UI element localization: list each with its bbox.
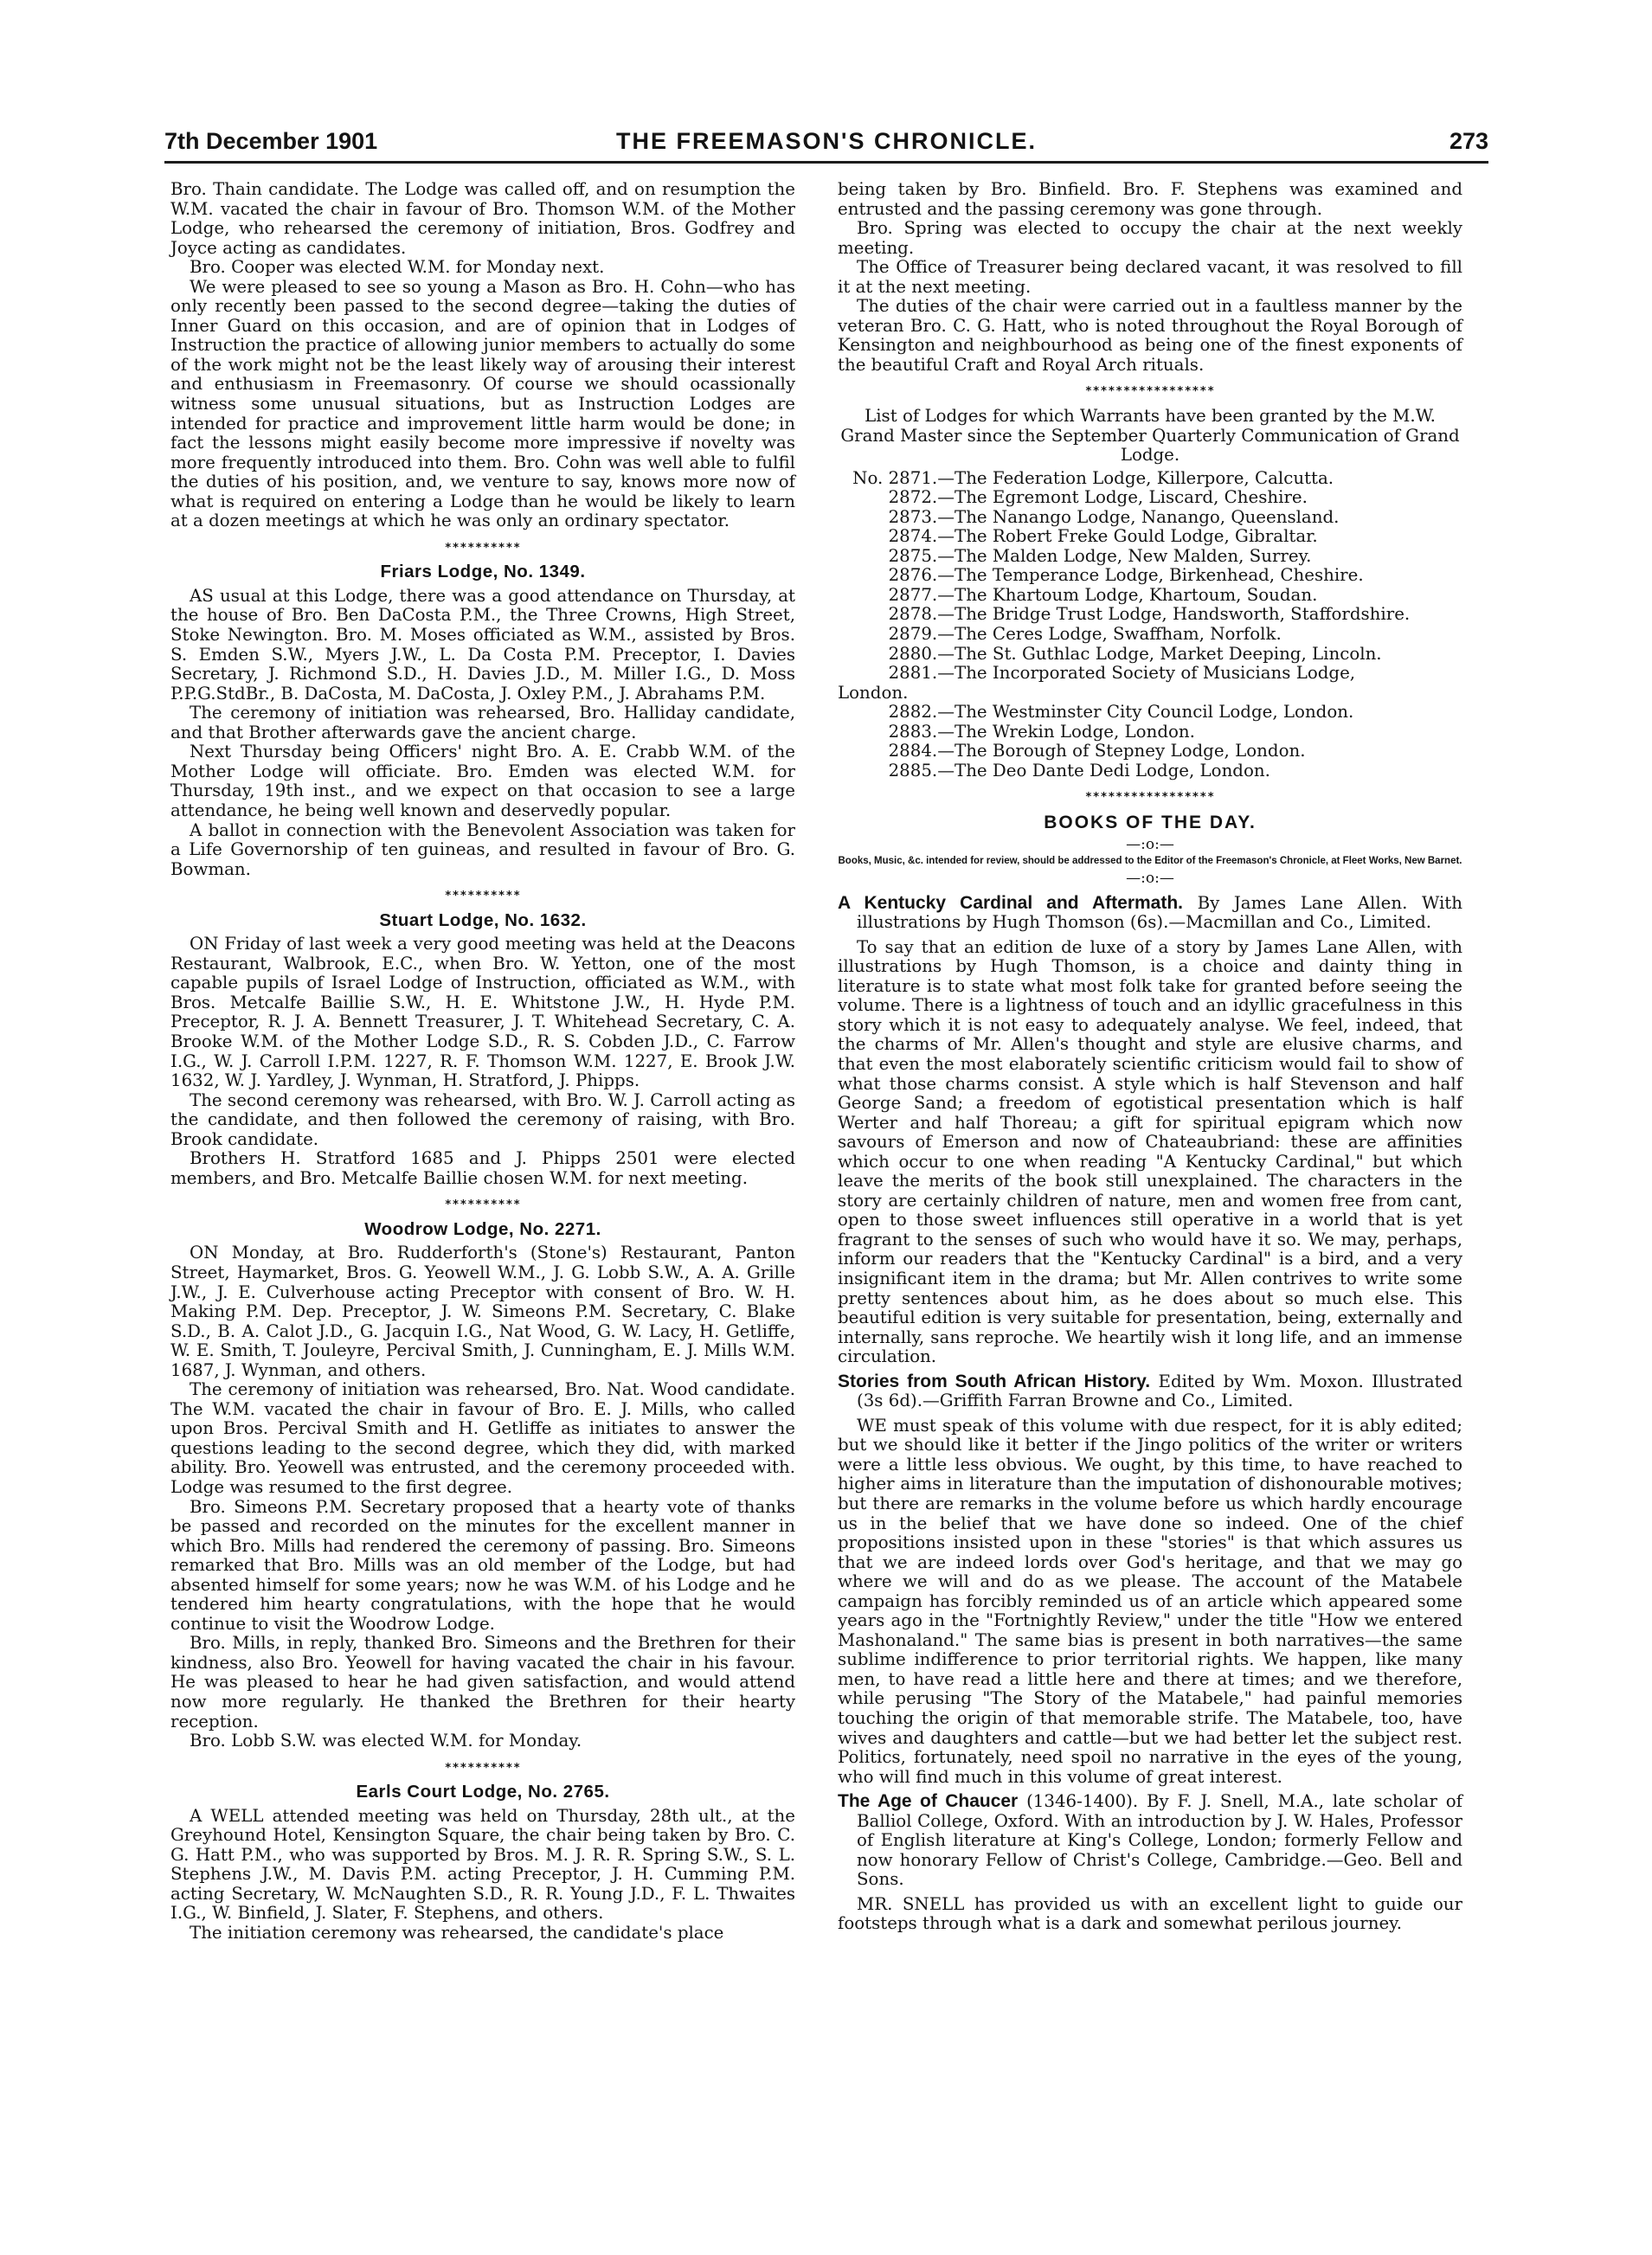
lodge-number: 2872.— <box>888 487 955 508</box>
lodge-name: The Incorporated Society of Musicians Lodge, <box>955 663 1356 684</box>
lodge-name: The Deo Dante Dedi Lodge, London. <box>955 760 1270 781</box>
book-title: A Kentucky Cardinal and Aftermath. <box>838 892 1183 913</box>
book-byline: Edited by Wm. Moxon. Illustrated (3s 6d).—Griffith Farran Browne and Co., Limited. <box>857 1371 1462 1411</box>
lodge-number: 2874.— <box>888 526 955 547</box>
lodge-name: The Federation Lodge, Killerpore, Calcutta. <box>955 467 1334 488</box>
body-paragraph: ON Monday, at Bro. Rudderforth's (Stone's) Restaurant, Panton Street, Haymarket, Bros. G. Yeowell W.M., J. G. Lobb S.W., A. A. Grille J.W., J. E. Culverhouse acting Preceptor with consent of Bro. W. H. Making P.M. Dep. Preceptor, J. W. Simeons P.M. Secretary, C. Blake S.D., B. A. Calot J.D., G. Jacquin I.G., Nat Wood, G. W. Lacy, H. Getliffe, W. E. Smith, T. Jouleyre, Percival Smith, J. Cunningham, E. J. Mills W.M. 1687, J. Wynman, and others. <box>170 1243 795 1380</box>
warrant-lodge-item <box>838 703 1462 723</box>
book-title: Stories from South African History. <box>838 1371 1151 1391</box>
lodge-number: 2885.— <box>888 760 955 781</box>
section-separator: ********** <box>444 541 522 555</box>
lodge-number: 2877.— <box>888 584 955 605</box>
body-paragraph: Bro. Thain candidate. The Lodge was called off, and on resumption the W.M. vacated the chair in favour of Bro. Thomson W.M. of the Mother Lodge, who rehearsed the ceremony of initiation, Bros. Godfrey and Joyce acting as candidates. <box>170 179 795 258</box>
lodge-name: The Malden Lodge, New Malden, Surrey. <box>955 545 1312 566</box>
warrant-lodge-item <box>838 547 1462 567</box>
warrant-lodge-item <box>838 488 1462 508</box>
warrant-lodge-item <box>838 469 1462 489</box>
lodge-name: The Robert Freke Gould Lodge, Gibraltar. <box>955 526 1318 547</box>
review-header <box>838 1792 1462 1890</box>
body-paragraph: A ballot in connection with the Benevolent Association was taken for a Life Governorship of ten guineas, and resulted in favour of Bro. G. Bowman. <box>170 819 795 879</box>
warrant-lodge-item <box>838 723 1462 742</box>
warrant-lodge-item <box>838 645 1462 665</box>
book-byline: By James Lane Allen. With illustrations by Hugh Thomson (6s).—Macmillan and Co., Limited. <box>857 892 1462 933</box>
header-rule <box>164 161 1488 164</box>
section-separator: ********** <box>444 1198 522 1212</box>
body-paragraph: Bro. Lobb S.W. was elected W.M. for Monday. <box>190 1731 582 1751</box>
lodge-number: 2876.— <box>888 565 955 586</box>
body-paragraph: The ceremony of initiation was rehearsed, Bro. Halliday candidate, and that Brother afterwards gave the ancient charge. <box>170 703 795 742</box>
body-paragraph: The Office of Treasurer being declared vacant, it was resolved to fill it at the next meeting. <box>838 257 1462 297</box>
lodge-name-continuation: London. <box>838 682 909 703</box>
book-title: The Age of Chaucer <box>838 1791 1019 1812</box>
body-paragraph: The initiation ceremony was rehearsed, the candidate's place <box>190 1923 724 1943</box>
section-separator: ***************** <box>1084 385 1216 399</box>
left-column <box>170 180 795 1943</box>
lodge-number: 2875.— <box>888 545 955 566</box>
body-paragraph: Next Thursday being Officers' night Bro. A. E. Crabb W.M. of the Mother Lodge will officiate. Bro. Emden was elected W.M. for Thursday, 19th inst., and we expect on that occasion to see a large attendance, he being well known and deservedly popular. <box>170 742 795 820</box>
book-review <box>838 1372 1462 1787</box>
section-separator: ********** <box>444 1761 522 1775</box>
lodge-number: 2883.— <box>888 721 955 742</box>
warrants-intro: List of Lodges for which Warrants have been granted by the M.W. Grand Master since the September Quarterly Communication of Grand Lodge. <box>840 406 1460 466</box>
body-paragraph: A WELL attended meeting was held on Thursday, 28th ult., at the Greyhound Hotel, Kensington Square, the chair being taken by Bro. C. G. Hatt P.M., who was supported by Bros. M. J. R. R. Spring S.W., S. L. Stephens J.W., M. Davis P.M. acting Preceptor, J. H. Cumming P.M. acting Secretary, W. McNaughten S.D., R. R. Young J.D., F. L. Thwaites I.G., W. Binfield, J. Slater, F. Stephens, and others. <box>170 1805 795 1924</box>
section-heading: Friars Lodge, No. 1349. <box>380 562 586 582</box>
lodge-number: No. 2871.— <box>852 467 955 488</box>
issue-date: 7th December 1901 <box>164 128 378 154</box>
lodge-name: The Khartoum Lodge, Khartoum, Soudan. <box>955 584 1318 605</box>
warrant-lodge-item <box>838 605 1462 625</box>
body-paragraph: Bro. Spring was elected to occupy the chair at the next weekly meeting. <box>838 218 1462 258</box>
warrants-list <box>838 469 1462 781</box>
books-heading: BOOKS OF THE DAY. <box>1044 812 1257 832</box>
section-heading: Stuart Lodge, No. 1632. <box>379 909 587 930</box>
review-body <box>838 1417 1462 1787</box>
lodge-number: 2884.— <box>888 741 955 761</box>
lodge-name: The Borough of Stepney Lodge, London. <box>955 741 1306 761</box>
lodge-name: The Ceres Lodge, Swaffham, Norfolk. <box>955 624 1282 645</box>
section-heading: Woodrow Lodge, No. 2271. <box>364 1218 601 1239</box>
warrant-lodge-item <box>838 664 1462 703</box>
body-paragraph: being taken by Bro. Binfield. Bro. F. Stephens was examined and entrusted and the passing ceremony was gone through. <box>838 179 1462 219</box>
body-paragraph: To say that an edition de luxe of a story by James Lane Allen, with illustrations by Hugh Thomson, is a choice and dainty thing in literature is to state what most folk take for granted before seeing the volume. There is a lightness of touch and an idyllic gracefulness in this story which it is not easy to adequately analyse. We feel, indeed, that the charms of Mr. Allen's thought and style are elusive charms, and that even the most elaborately scientific criticism would fail to show of what those charms consist. A style which is half Stevenson and half George Sand; a freedom of egotistical presentation which is half Werter and half Thoreau; a gift for spiritual epigram which now savours of Emerson and now of Chateaubriand: these are affinities which occur to one when reading "A Kentucky Cardinal," but which leave the merits of the book still unexplained. The characters in the story are certainly children of nature, men and women free from cant, open to those sweet influences still operative in a world that is yet fragrant to the senses of such who would have it so. We may, perhaps, inform our readers that the "Kentucky Cardinal" is a bird, and a very insignificant item in the drama; but Mr. Allen contrives to write some pretty sentences about him, as he does about so much else. This beautiful edition is very suitable for presentation, being, externally and internally, sans reproche. We heartily wish it long life, and an immense circulation. <box>838 936 1462 1367</box>
body-paragraph: Brothers H. Stratford 1685 and J. Phipps 2501 were elected members, and Bro. Metcalfe Baillie chosen W.M. for next meeting. <box>170 1148 795 1188</box>
lodge-name: The Bridge Trust Lodge, Handsworth, Staffordshire. <box>955 604 1411 625</box>
body-paragraph: AS usual at this Lodge, there was a good attendance on Thursday, at the house of Bro. Ben DaCosta P.M., the Three Crowns, High Street, Stoke Newington. Bro. M. Moses officiated as W.M., assisted by Bros. S. Emden S.W., Myers J.W., L. Da Costa P.M. Preceptor, I. Davies Secretary, J. Richmond S.D., H. Davies J.D., M. Miller I.G., D. Moss P.P.G.StdBr., B. DaCosta, M. DaCosta, J. Oxley P.M., J. Abrahams P.M. <box>170 585 795 703</box>
lodge-name: The Temperance Lodge, Birkenhead, Cheshire. <box>955 565 1364 586</box>
body-paragraph: Bro. Cooper was elected W.M. for Monday next. <box>190 257 605 278</box>
lodge-name: The Wrekin Lodge, London. <box>955 721 1195 742</box>
body-paragraph: MR. SNELL has provided us with an excellent light to guide our footsteps through what is a dark and somewhat perilous journey. <box>838 1893 1462 1934</box>
lodge-number: 2881.— <box>888 663 955 684</box>
ornament: —:o:— <box>1126 835 1174 853</box>
section-heading: Earls Court Lodge, No. 2765. <box>356 1782 610 1802</box>
review-header <box>838 1372 1462 1411</box>
warrant-lodge-item <box>838 527 1462 547</box>
book-byline: (1346-1400). By F. J. Snell, M.A., late scholar of Balliol College, Oxford. With an introduction by J. W. Hales, Professor of English literature at King's College, London; formerly Fellow and now honorary Fellow of Christ's College, Cambridge.—Geo. Bell and Sons. <box>857 1791 1462 1890</box>
book-review <box>838 1792 1462 1934</box>
ornament: —:o:— <box>1126 870 1174 888</box>
lodge-name: The Egremont Lodge, Liscard, Cheshire. <box>955 487 1308 508</box>
masthead-title: THE FREEMASON'S CHRONICLE. <box>616 128 1037 154</box>
body-paragraph: The ceremony of initiation was rehearsed, Bro. Nat. Wood candidate. The W.M. vacated the chair in favour of Bro. E. J. Mills, who called upon Bros. Percival Smith and H. Getliffe as initiates to answer the questions leading to the second degree, which they did, with marked ability. Bro. Yeowell was entrusted, and the ceremony proceeded with. Lodge was resumed to the first degree. <box>170 1379 795 1497</box>
warrant-lodge-item <box>838 761 1462 781</box>
body-paragraph: WE must speak of this volume with due respect, for it is ably edited; but we should like it better if the Jingo politics of the writer or writers were a little less obvious. We ought, by this time, to have reached to higher aims in literature than the imputation of dishonourable motives; but there are remarks in the volume before us which hardly encourage us in the belief that we have done so indeed. One of the chief propositions insisted upon in these "stories" is that which assures us that we are indeed lords over God's heritage, and that we may go where we will and do as we please. The account of the Matabele campaign has forcibly reminded us of an article which appeared some years ago in the "Fortnightly Review," under the title "How we entered Mashonaland." The same bias is present in both narratives—the same sublime indifference to prior territorial rights. We happen, like many men, to have read a little here and there at times; and we therefore, while perusing "The Story of the Matabele," had painful memories touching the origin of that memorable strife. The Matabele, too, have wives and daughters and cattle—but we had better let the subject rest. Politics, fortunately, need spoil no narrative in the eyes of the young, who will find much in this volume of great interest. <box>838 1415 1462 1787</box>
page-header <box>164 128 1488 164</box>
warrant-lodge-item <box>838 625 1462 645</box>
body-paragraph: ON Friday of last week a very good meeting was held at the Deacons Restaurant, Walbrook, E.C., when Bro. W. Yetton, one of the most capable pupils of Israel Lodge of Instruction, officiated as W.M., with Bros. Metcalfe Baillie S.W., H. E. Whitstone J.W., H. Hyde P.M. Preceptor, R. J. A. Bennett Treasurer, J. T. Whitehead Secretary, C. A. Brooke W.M. of the Mother Lodge S.D., R. S. Cobden J.D., C. Farrow I.G., W. J. Carroll I.P.M. 1227, R. F. Thomson W.M. 1227, E. Brook J.W. 1632, W. J. Yardley, J. Wynman, H. Stratford, J. Phipps. <box>170 934 795 1091</box>
warrant-lodge-item <box>838 508 1462 528</box>
warrant-lodge-item <box>838 566 1462 586</box>
warrant-lodge-item <box>838 742 1462 761</box>
body-paragraph: We were pleased to see so young a Mason as Bro. H. Cohn—who has only recently been passed to the second degree—taking the duties of Inner Guard on this occasion, and are of opinion that in Lodges of Instruction the practice of allowing junior members to actually do some of the work might not be the least likely way of arousing their interest and enthusiasm in Freemasonry. Of course we should ocassionally witness some unusual situations, but as Instruction Lodges are intended for practice and improvement little harm would be done; in fact the lessons might easily become more impressive if novelty was more frequently introduced into them. Bro. Cohn was well able to fulfil the duties of his position, and, we venture to say, knows more now of what is required on entering a Lodge than he would be likely to learn at a dozen meetings at which he was only an ordinary spectator. <box>170 276 795 531</box>
warrant-lodge-item <box>838 586 1462 606</box>
book-review <box>838 894 1462 1367</box>
review-body <box>838 938 1462 1367</box>
lodge-name: The Nanango Lodge, Nanango, Queensland. <box>955 506 1340 527</box>
review-header <box>838 894 1462 933</box>
body-paragraph: The second ceremony was rehearsed, with Bro. W. J. Carroll acting as the candidate, and then followed the ceremony of raising, with Bro. Brook candidate. <box>170 1089 795 1149</box>
lodge-number: 2880.— <box>888 643 955 664</box>
section-separator: ********** <box>444 890 522 903</box>
books-submission-note: Books, Music, &c. intended for review, should be addressed to the Editor of the Freemason's Chronicle, at Fleet Works, New Barnet. <box>838 856 1462 867</box>
body-paragraph: Bro. Simeons P.M. Secretary proposed that a hearty vote of thanks be passed and recorded on the minutes for the excellent manner in which Bro. Mills had rendered the ceremony of passing. Bro. Simeons remarked that Bro. Mills was an old member of the Lodge, but had absented himself for some years; now he was W.M. of his Lodge and he tendered him hearty congratulations, with the hope that he would continue to visit the Woodrow Lodge. <box>170 1496 795 1634</box>
section-separator: ***************** <box>1084 791 1216 805</box>
lodge-number: 2879.— <box>888 624 955 645</box>
lodge-number: 2882.— <box>888 702 955 723</box>
lodge-name: The St. Guthlac Lodge, Market Deeping, Lincoln. <box>955 643 1382 664</box>
page-number: 273 <box>1449 128 1488 154</box>
body-paragraph: Bro. Mills, in reply, thanked Bro. Simeons and the Brethren for their kindness, also Bro. Yeowell for having vacated the chair in his favour. He was pleased to hear he had given satisfaction, and would attend now more regularly. He thanked the Brethren for their hearty reception. <box>170 1633 795 1731</box>
body-paragraph: The duties of the chair were carried out in a faultless manner by the veteran Bro. C. G. Hatt, who is noted throughout the Royal Borough of Kensington and neighbourhood as being one of the finest exponents of the beautiful Craft and Royal Arch rituals. <box>838 296 1462 375</box>
right-column <box>838 180 1462 1934</box>
review-body <box>838 1895 1462 1934</box>
lodge-name: The Westminster City Council Lodge, London. <box>955 702 1354 723</box>
lodge-number: 2873.— <box>888 506 955 527</box>
lodge-number: 2878.— <box>888 604 955 625</box>
